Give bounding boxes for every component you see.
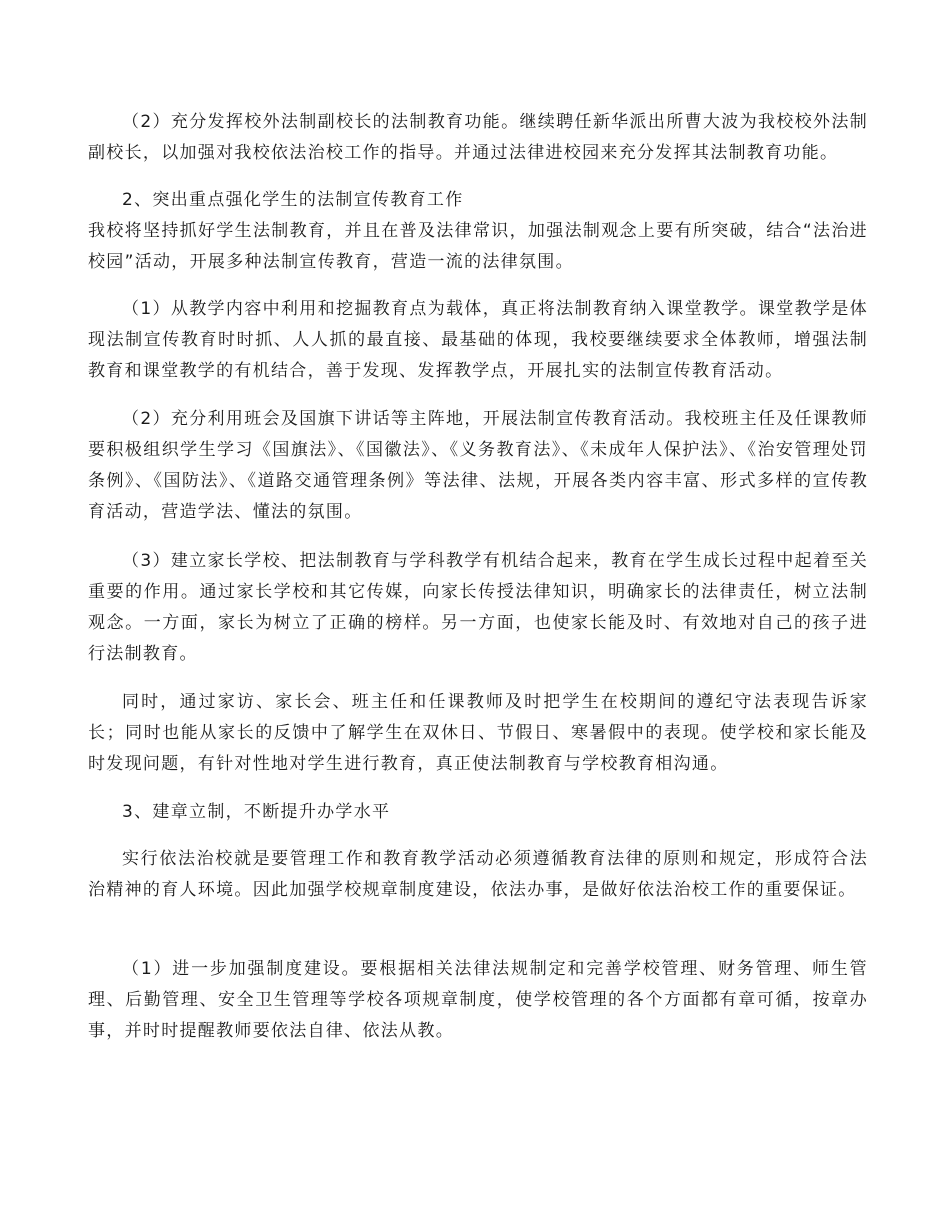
paragraph-class-meetings: （2）充分利用班会及国旗下讲话等主阵地，开展法制宣传教育活动。我校班主任及任课教师要积极组织学生学习《国旗法》、《国徽法》、《义务教育法》、《未成年人保护法》、《治安管理处罚条例》、《国防法》、《道路交通管理条例》等法律、法规，开展各类内容丰富、形式多样的宣传教育活动，营造学法、懂法的氛围。 (88, 409, 868, 522)
section-heading-3: 3、建章立制，不断提升办学水平 (122, 802, 391, 822)
paragraph-classroom-teaching: （1）从教学内容中利用和挖掘教育点为载体，真正将法制教育纳入课堂教学。课堂教学是体现法制宣传教育时时抓、人人抓的最直接、最基础的体现，我校要继续要求全体教师，增强法制教育和课堂教学的有机结合，善于发现、发挥教学点，开展扎实的法制宣传教育活动。 (88, 299, 868, 381)
section-heading-2: 2、突出重点强化学生的法制宣传教育工作 (122, 190, 464, 210)
paragraph-rule-of-law: 实行依法治校就是要管理工作和教育教学活动必须遵循教育法律的原则和规定，形成符合法治精神的育人环境。因此加强学校规章制度建设，依法办事，是做好依法治校工作的重要保证。 (88, 849, 868, 900)
paragraph-system-building: （1）进一步加强制度建设。要根据相关法律法规制定和完善学校管理、财务管理、师生管理、后勤管理、安全卫生管理等学校各项规章制度，使学校管理的各个方面都有章可循，按章办事，并时时提醒教师要依法自律、依法从教。 (88, 959, 868, 1041)
paragraph-vice-principal: （2）充分发挥校外法制副校长的法制教育功能。继续聘任新华派出所曹大波为我校校外法制副校长，以加强对我校依法治校工作的指导。并通过法律进校园来充分发挥其法制教育功能。 (88, 112, 868, 163)
paragraph-home-visits: 同时，通过家访、家长会、班主任和任课教师及时把学生在校期间的遵纪守法表现告诉家长；同时也能从家长的反馈中了解学生在双休日、节假日、寒暑假中的表现。使学校和家长能及时发现问题，有针对性地对学生进行教育，真正使法制教育与学校教育相沟通。 (88, 692, 868, 774)
paragraph-student-education-intro: 我校将坚持抓好学生法制教育，并且在普及法律常识，加强法制观念上要有所突破，结合“法治进校园”活动，开展多种法制宣传教育，营造一流的法律氛围。 (88, 221, 868, 272)
paragraph-parent-school: （3）建立家长学校、把法制教育与学科教学有机结合起来，教育在学生成长过程中起着至关重要的作用。通过家长学校和其它传媒，向家长传授法律知识，明确家长的法律责任，树立法制观念。一方面，家长为树立了正确的榜样。另一方面，也使家长能及时、有效地对自己的孩子进行法制教育。 (88, 551, 868, 664)
